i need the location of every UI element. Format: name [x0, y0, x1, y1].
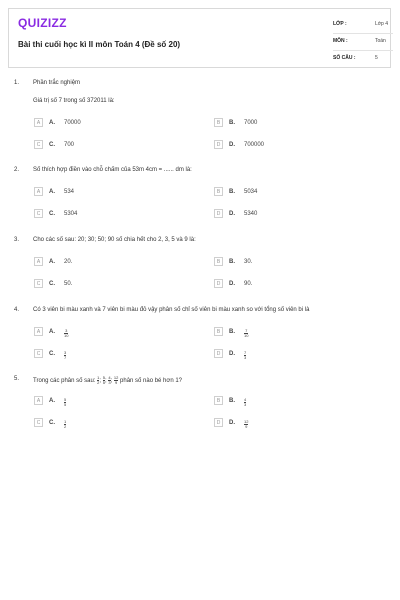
option-letter: A. — [49, 398, 55, 404]
option-box[interactable]: C — [34, 209, 43, 218]
option-box[interactable]: B — [214, 257, 223, 266]
question-number: 3. — [14, 237, 20, 243]
option-value: 70000 — [64, 120, 81, 126]
option-letter: D. — [229, 211, 235, 217]
option-value: 5304 — [64, 211, 78, 217]
question-text: Số thích hợp điền vào chỗ chấm của 53m 4cm = ...... dm là: — [33, 167, 192, 173]
numerator: 5 — [64, 397, 67, 402]
numerator: 3 — [64, 350, 67, 355]
question-text: Trong các phân số sau: $\frac{1}{2}$ ; $\frac{5}{5}$ ; $\frac{4}{3}$ ; $\frac{12}{9}$ phân số nào bé hơn 1? — [33, 375, 183, 385]
option-letter: B. — [229, 189, 235, 195]
option-value: 7000 — [244, 120, 258, 126]
meta-value: Toán — [375, 38, 386, 44]
option-letter: C. — [49, 142, 55, 148]
question-text-before: Trong các phân số sau: — [33, 378, 96, 385]
option-box[interactable]: A — [34, 257, 43, 266]
denominator: 3 — [108, 380, 111, 385]
option-value: 5034 — [244, 189, 258, 195]
option-letter: A. — [49, 329, 55, 335]
option-letter: C. — [49, 351, 55, 357]
option-value — [244, 398, 246, 407]
meta-row-count — [333, 51, 393, 67]
denominator: 10 — [64, 333, 69, 338]
question-text: Phần trắc nghiệm — [33, 80, 81, 86]
meta-row-class — [333, 17, 393, 34]
option-value — [64, 351, 66, 360]
option-box[interactable]: A — [34, 187, 43, 196]
option-value — [64, 420, 66, 429]
option-letter: A. — [49, 120, 55, 126]
numerator: 1 — [64, 419, 67, 424]
numerator: 5 — [102, 375, 105, 380]
numerator: 7 — [245, 328, 248, 333]
quizizz-logo: QUIZIZZ — [18, 16, 67, 30]
question-text-after: phân số nào bé hơn 1? — [120, 378, 183, 385]
fraction — [64, 398, 66, 407]
option-value: 700000 — [244, 142, 265, 148]
option-box[interactable]: C — [34, 418, 43, 427]
numerator: 3 — [65, 328, 68, 333]
option-box[interactable]: B — [214, 187, 223, 196]
option-value: 90. — [244, 281, 253, 287]
option-letter: D. — [229, 420, 235, 426]
option-letter: C. — [49, 281, 55, 287]
denominator: 3 — [244, 355, 247, 360]
question-text: Có 3 viên bi màu xanh và 7 viên bi màu đỏ vậy phân số chỉ số viên bi màu xanh so với tổng số viên bi là — [33, 307, 310, 313]
option-box[interactable]: C — [34, 140, 43, 149]
option-value — [244, 329, 248, 338]
option-letter: C. — [49, 420, 55, 426]
option-box[interactable]: D — [214, 349, 223, 358]
option-box[interactable]: D — [214, 140, 223, 149]
option-letter: A. — [49, 259, 55, 265]
denominator: 9 — [115, 380, 118, 385]
option-letter: D. — [229, 142, 235, 148]
denominator: 7 — [64, 355, 67, 360]
option-value: 5340 — [244, 211, 258, 217]
option-value — [244, 420, 248, 429]
option-letter: B. — [229, 398, 235, 404]
denominator: 5 — [64, 402, 67, 407]
denominator: 5 — [102, 380, 105, 385]
option-letter: B. — [229, 120, 235, 126]
fraction — [244, 420, 248, 429]
option-letter: A. — [49, 189, 55, 195]
option-value: 50. — [64, 281, 73, 287]
numerator: 1 — [97, 375, 100, 380]
fraction — [64, 329, 68, 338]
fraction — [244, 329, 248, 338]
denominator: 3 — [244, 402, 247, 407]
option-box[interactable]: A — [34, 118, 43, 127]
denominator: 2 — [97, 380, 100, 385]
question-text: Cho các số sau: 20; 30; 50; 90 số chia hết cho 2, 3, 5 và 9 là: — [33, 237, 196, 243]
denominator: 10 — [244, 333, 249, 338]
meta-key: MÔN : — [333, 38, 348, 44]
fraction — [64, 351, 66, 360]
fraction — [244, 351, 246, 360]
option-value — [64, 398, 66, 407]
meta-row-subject — [333, 34, 393, 51]
option-box[interactable]: B — [214, 396, 223, 405]
option-box[interactable]: C — [34, 279, 43, 288]
option-box[interactable]: A — [34, 327, 43, 336]
option-box[interactable]: B — [214, 327, 223, 336]
meta-key: SỐ CÂU : — [333, 55, 356, 61]
question-number: 5. — [14, 376, 20, 382]
denominator: 2 — [64, 424, 67, 429]
question-subtext: Giá trị số 7 trong số 372011 là: — [33, 98, 115, 104]
option-value: 20. — [64, 259, 73, 265]
question-number: 4. — [14, 307, 20, 313]
option-box[interactable]: A — [34, 396, 43, 405]
option-value: 700 — [64, 142, 75, 148]
numerator: 7 — [244, 350, 247, 355]
option-letter: D. — [229, 351, 235, 357]
fraction — [64, 420, 66, 429]
option-value: 534 — [64, 189, 75, 195]
option-value — [244, 351, 246, 360]
meta-table — [333, 17, 393, 67]
option-box[interactable]: D — [214, 209, 223, 218]
option-letter: B. — [229, 259, 235, 265]
numerator: 12 — [244, 419, 249, 424]
numerator: 4 — [108, 375, 111, 380]
meta-key: LỚP : — [333, 21, 347, 27]
worksheet-title: Bài thi cuối học kì II môn Toán 4 (Đề số 20) — [18, 40, 181, 49]
fraction — [114, 376, 118, 385]
option-value — [64, 329, 68, 338]
option-box[interactable]: D — [214, 279, 223, 288]
question-number: 1. — [14, 80, 20, 86]
option-letter: D. — [229, 281, 235, 287]
question-number: 2. — [14, 167, 20, 173]
numerator: 4 — [244, 397, 247, 402]
option-box[interactable]: B — [214, 118, 223, 127]
option-box[interactable]: C — [34, 349, 43, 358]
denominator: 9 — [245, 424, 248, 429]
option-letter: B. — [229, 329, 235, 335]
meta-value: Lớp 4 — [375, 21, 389, 27]
option-box[interactable]: D — [214, 418, 223, 427]
option-value: 30. — [244, 259, 253, 265]
fraction — [244, 398, 246, 407]
worksheet-header — [8, 8, 391, 68]
option-letter: C. — [49, 211, 55, 217]
meta-value: 5 — [375, 55, 378, 61]
numerator: 12 — [113, 375, 119, 380]
